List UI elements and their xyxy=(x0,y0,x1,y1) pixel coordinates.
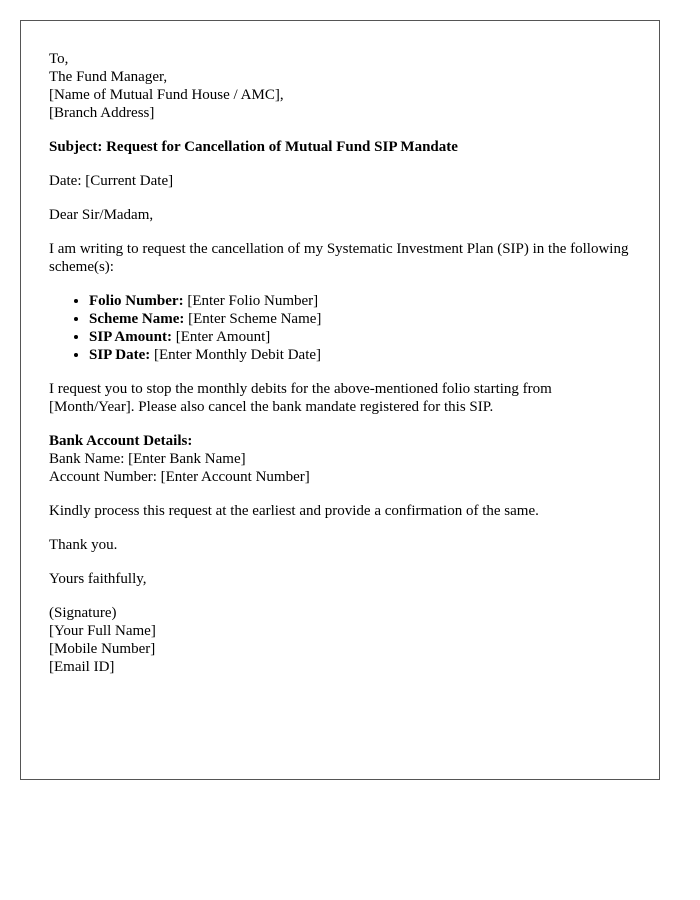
list-item xyxy=(89,328,631,346)
list-item xyxy=(89,346,631,364)
stop-debit-request: I request you to stop the monthly debits for the above-mentioned folio starting from [Month/Year]. Please also cancel the bank mandate registered for this SIP. xyxy=(49,381,552,415)
bank-details-heading: Bank Account Details: xyxy=(49,433,193,449)
folio-number-value: [Enter Folio Number] xyxy=(183,293,319,309)
sign-off: Yours faithfully, xyxy=(49,571,147,587)
bank-name: Bank Name: [Enter Bank Name] xyxy=(49,451,246,467)
sip-amount-label: SIP Amount: xyxy=(89,329,172,345)
letter-salutation: Dear Sir/Madam, xyxy=(49,207,154,223)
mobile-number: [Mobile Number] xyxy=(49,641,156,657)
thank-you: Thank you. xyxy=(49,537,118,553)
sip-details-list xyxy=(49,292,631,364)
closing-request: Kindly process this request at the earliest and provide a confirmation of the same. xyxy=(49,503,539,519)
account-number: Account Number: [Enter Account Number] xyxy=(49,469,310,485)
scheme-name-label: Scheme Name: xyxy=(89,311,185,327)
full-name: [Your Full Name] xyxy=(49,623,156,639)
recipient-to: To, xyxy=(49,51,69,67)
recipient-title: The Fund Manager, xyxy=(49,69,168,85)
letter-document xyxy=(20,20,660,780)
signature-block xyxy=(49,604,631,676)
sip-amount-value: [Enter Amount] xyxy=(171,329,271,345)
recipient-fund-house: [Name of Mutual Fund House / AMC], xyxy=(49,87,284,103)
signature-placeholder: (Signature) xyxy=(49,605,117,621)
email-id: [Email ID] xyxy=(49,659,115,675)
recipient-branch: [Branch Address] xyxy=(49,105,155,121)
folio-number-label: Folio Number: xyxy=(89,293,184,309)
letter-subject: Subject: Request for Cancellation of Mutual Fund SIP Mandate xyxy=(49,139,458,155)
list-item xyxy=(89,292,631,310)
sip-date-label: SIP Date: xyxy=(89,347,151,363)
sip-date-value: [Enter Monthly Debit Date] xyxy=(150,347,322,363)
bank-account-details xyxy=(49,432,631,486)
letter-date: Date: [Current Date] xyxy=(49,173,174,189)
scheme-name-value: [Enter Scheme Name] xyxy=(184,311,322,327)
list-item xyxy=(89,310,631,328)
recipient-address xyxy=(49,50,631,122)
letter-intro: I am writing to request the cancellation of my Systematic Investment Plan (SIP) in the following scheme(s): xyxy=(49,241,629,275)
